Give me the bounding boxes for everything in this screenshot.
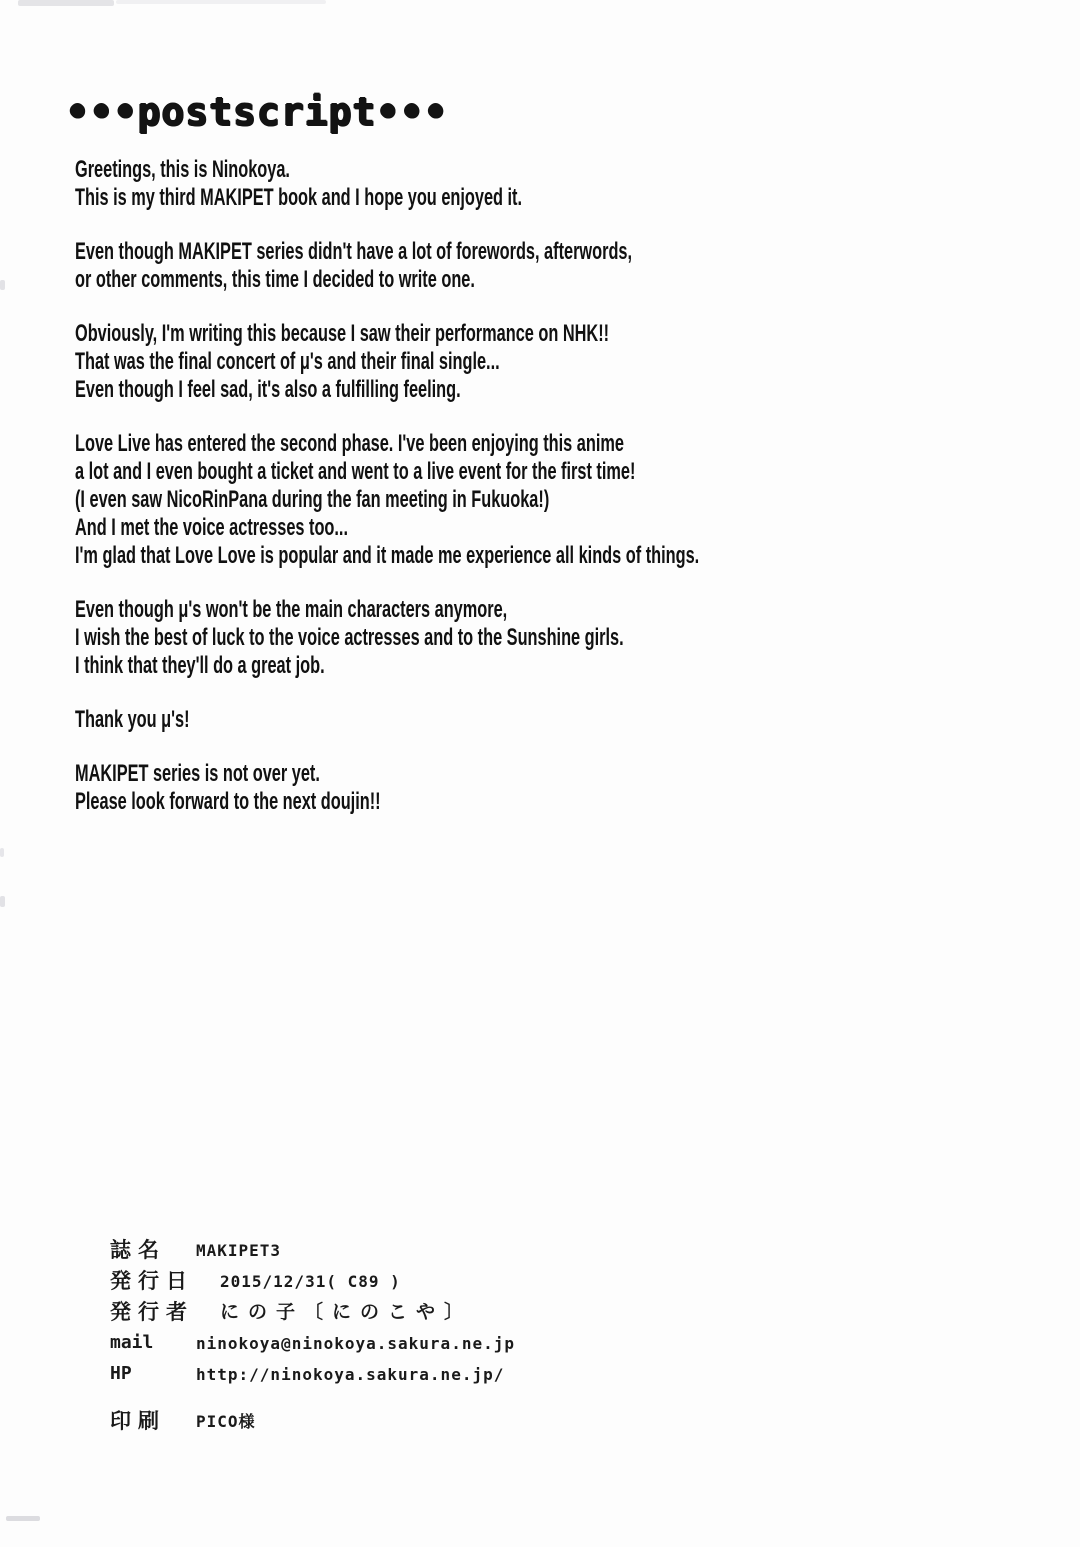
paragraph-nhk [75, 320, 1035, 404]
paragraph-lovelive [75, 430, 1035, 570]
colophon-row-publish-date [110, 1267, 515, 1297]
paragraph-greeting [75, 156, 1035, 212]
body-line: Thank you μ's! [75, 706, 190, 733]
body-line: Even though I feel sad, it's also a fulfilling feeling. [75, 376, 461, 403]
scan-artifact-bottom-edge [6, 1516, 40, 1521]
body-line: Obviously, I'm writing this because I saw their performance on NHK!! [75, 320, 610, 347]
colophon-row-title [110, 1236, 515, 1266]
colophon-row-printer [110, 1407, 515, 1437]
body-line: That was the final concert of μ's and their final single... [75, 348, 500, 375]
body-line: Greetings, this is Ninokoya. [75, 156, 290, 183]
body-line: Even though μ's won't be the main characters anymore, [75, 596, 508, 623]
colophon-row-publisher [110, 1298, 515, 1328]
colophon-label: 発行者 [110, 1300, 194, 1324]
colophon-value-printer: PICO様 [196, 1412, 256, 1431]
scan-artifact-left-edge [0, 280, 5, 290]
body-line: (I even saw NicoRinPana during the fan meeting in Fukuoka!) [75, 486, 550, 513]
colophon-label: mail [110, 1332, 154, 1353]
colophon-label: 印刷 [110, 1409, 166, 1433]
colophon-label: 誌名 [110, 1238, 166, 1262]
afterword-body [75, 156, 1035, 842]
body-line: Love Live has entered the second phase. I've been enjoying this anime [75, 430, 624, 457]
colophon-value-publisher: にの子〔にのこや〕 [220, 1301, 473, 1323]
body-line: I think that they'll do a great job. [75, 652, 325, 679]
scan-artifact-top-edge [116, 0, 326, 4]
paragraph-next-doujin [75, 760, 1035, 816]
colophon-value-mail: ninokoya@ninokoya.sakura.ne.jp [196, 1334, 515, 1353]
colophon-value-homepage: http://ninokoya.sakura.ne.jp/ [196, 1365, 505, 1384]
body-line: Please look forward to the next doujin!! [75, 788, 381, 815]
body-line: Even though MAKIPET series didn't have a lot of forewords, afterwords, [75, 238, 633, 265]
scan-artifact-left-edge [0, 896, 5, 907]
body-line: And I met the voice actresses too... [75, 514, 348, 541]
colophon-value-book-title: MAKIPET3 [196, 1241, 282, 1260]
paragraph-thanks [75, 706, 1035, 734]
colophon [110, 1236, 515, 1438]
colophon-row-mail [110, 1329, 515, 1359]
body-line: I'm glad that Love Love is popular and it made me experience all kinds of things. [75, 542, 700, 569]
paragraph-sunshine [75, 596, 1035, 680]
body-line: This is my third MAKIPET book and I hope you enjoyed it. [75, 184, 523, 211]
scan-artifact-left-edge [0, 848, 4, 857]
colophon-value-publish-date: 2015/12/31( C89 ) [220, 1272, 401, 1291]
body-line: I wish the best of luck to the voice actresses and to the Sunshine girls. [75, 624, 624, 651]
colophon-label: 発行日 [110, 1269, 194, 1293]
colophon-row-homepage [110, 1360, 515, 1390]
body-line: or other comments, this time I decided to write one. [75, 266, 475, 293]
body-line: a lot and I even bought a ticket and went to a live event for the first time! [75, 458, 636, 485]
postscript-title: •••postscript••• [66, 90, 449, 134]
body-line: MAKIPET series is not over yet. [75, 760, 320, 787]
colophon-label: HP [110, 1363, 132, 1384]
scan-artifact-top-edge [18, 0, 114, 6]
paragraph-foreword-note [75, 238, 1035, 294]
